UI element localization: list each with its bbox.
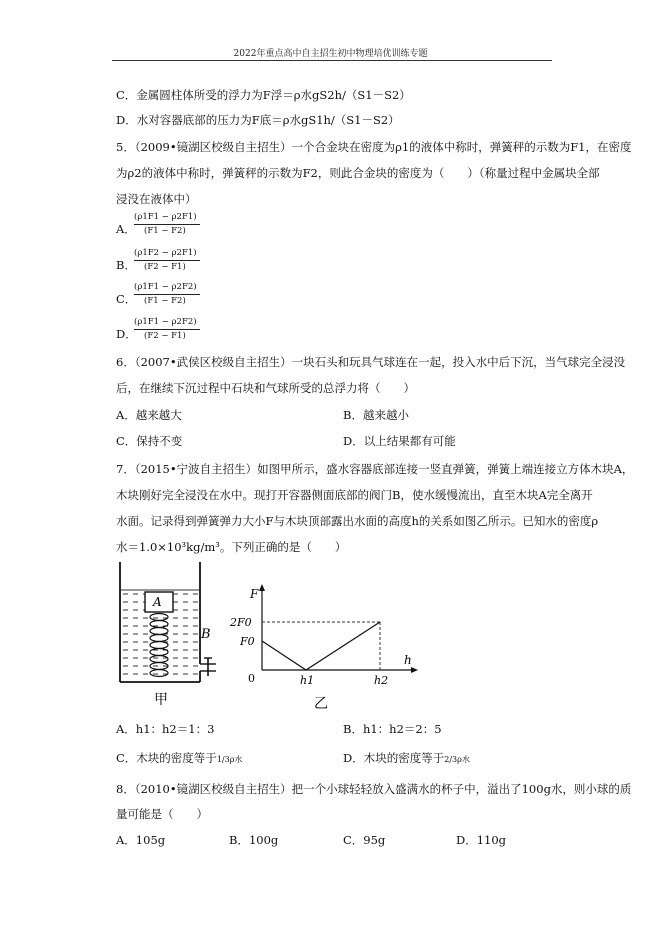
q5-option-a-label: A． [116, 222, 136, 236]
q6-option-d: D．以上结果都有可能 [343, 434, 456, 448]
q8-stem-line1: 8．（2010•镜湖区校级自主招生）把一个小球轻轻放入盛满水的杯子中，溢出了100g水，则小球的质 [116, 782, 632, 796]
tick-f0: F0 [240, 635, 255, 648]
fraction-bar [134, 294, 200, 295]
q7-option-d-tail: ρ水 [457, 755, 470, 764]
q7-stem-line2: 木块刚好完全浸没在水中。现打开容器侧面底部的阀门B，使水缓慢流出，直至木块A完全离开 [116, 488, 593, 502]
q4-option-d: D．水对容器底部的压力为F底＝ρ水gS1h/（S1－S2） [116, 113, 400, 127]
figure-jia-container [112, 558, 224, 710]
fraction-numerator: (ρ1F2 − ρ2F1) [134, 248, 197, 258]
fraction-denominator: (F2 − F1) [144, 331, 186, 341]
q7-option-a: A．h1：h2＝1：3 [116, 722, 215, 736]
q7-stem-line1: 7．（2015•宁波自主招生）如图甲所示，盛水容器底部连接一竖直弹簧，弹簧上端连接立方体木块A， [116, 462, 634, 476]
q7-option-d-fraction: 2/3 [444, 755, 458, 764]
q5-option-c-label: C． [116, 292, 137, 306]
tick-h2: h2 [374, 674, 389, 687]
q5-stem-line3: 浸没在液体中） [116, 192, 197, 206]
q6-stem-line1: 6．（2007•武侯区校级自主招生）一块石头和玩具气球连在一起，投入水中后下沉，当气球完全浸没 [116, 355, 626, 369]
q7-option-c-fraction: 1/3 [216, 755, 230, 764]
q7-stem-line3: 水面。记录得到弹簧弹力大小F与木块顶部露出水面的高度h的关系如图乙所示。已知水的密度ρ [116, 514, 599, 528]
q7-option-c [116, 751, 242, 767]
q7-option-d-text: D．木块的密度等于 [343, 751, 445, 765]
q6-stem-line2: 后，在继续下沉过程中石块和气球所受的总浮力将（ ） [116, 381, 415, 395]
block-a-label: A [153, 595, 162, 609]
q8-option-a: A．105g [116, 833, 166, 847]
fraction-numerator: (ρ1F1 − ρ2F2) [134, 317, 197, 327]
page-header: 2022年重点高中自主招生初中物理培优训练专题 [233, 49, 428, 59]
q8-option-b: B．100g [229, 833, 279, 847]
q4-option-c: C．金属圆柱体所受的浮力为F浮＝ρ水gS2h/（S1－S2） [116, 88, 411, 102]
fraction-numerator: (ρ1F1 − ρ2F2) [134, 282, 197, 292]
q8-option-d: D．110g [456, 833, 507, 847]
q5-option-b-label: B． [116, 258, 136, 272]
q8-option-c: C．95g [343, 833, 386, 847]
fraction-bar [134, 224, 200, 225]
figure-jia-caption: 甲 [154, 692, 168, 708]
fraction-bar [134, 329, 200, 330]
y-axis-arrow [259, 584, 265, 591]
q7-option-d [343, 751, 470, 767]
figure-yi-caption: 乙 [314, 696, 328, 712]
q6-option-a: A．越来越大 [116, 408, 182, 422]
q6-option-b: B．越来越小 [343, 408, 409, 422]
origin-label: 0 [248, 672, 255, 685]
q7-option-b: B．h1：h2＝2：5 [343, 722, 442, 736]
x-axis-arrow [411, 667, 418, 673]
y-axis-label: F [250, 587, 259, 601]
q5-stem-line2: 为ρ2的液体中称时，弹簧秤的示数为F2，则此合金块的密度为（ ）（称量过程中金属块全部 [116, 166, 600, 180]
q7-option-c-text: C．木块的密度等于 [116, 751, 217, 765]
tick-2f0: 2F0 [230, 616, 252, 629]
fraction-bar [134, 260, 200, 261]
q5-option-d-label: D． [116, 327, 137, 341]
figure-yi-graph [228, 582, 428, 712]
q7-stem-line4: 水＝1.0×10³kg/m³。下列正确的是（ ） [116, 540, 347, 554]
f-h-line [262, 622, 380, 670]
q8-stem-line2: 量可能是（ ） [116, 807, 208, 821]
fraction-numerator: (ρ1F1 − ρ2F1) [134, 212, 197, 222]
header-divider [112, 60, 552, 61]
q6-option-c: C．保持不变 [116, 434, 183, 448]
q5-stem-line1: 5．（2009•镜湖区校级自主招生）一个合金块在密度为ρ1的液体中称时，弹簧秤的示数为F1，在密度 [116, 140, 632, 154]
fraction-denominator: (F1 − F2) [144, 226, 186, 236]
tick-h1: h1 [300, 674, 315, 687]
valve-b-label: B [201, 627, 211, 642]
x-axis-label: h [404, 653, 412, 667]
fraction-denominator: (F1 − F2) [144, 296, 186, 306]
q7-option-c-tail: ρ水 [229, 755, 243, 764]
fraction-denominator: (F2 − F1) [144, 262, 186, 272]
